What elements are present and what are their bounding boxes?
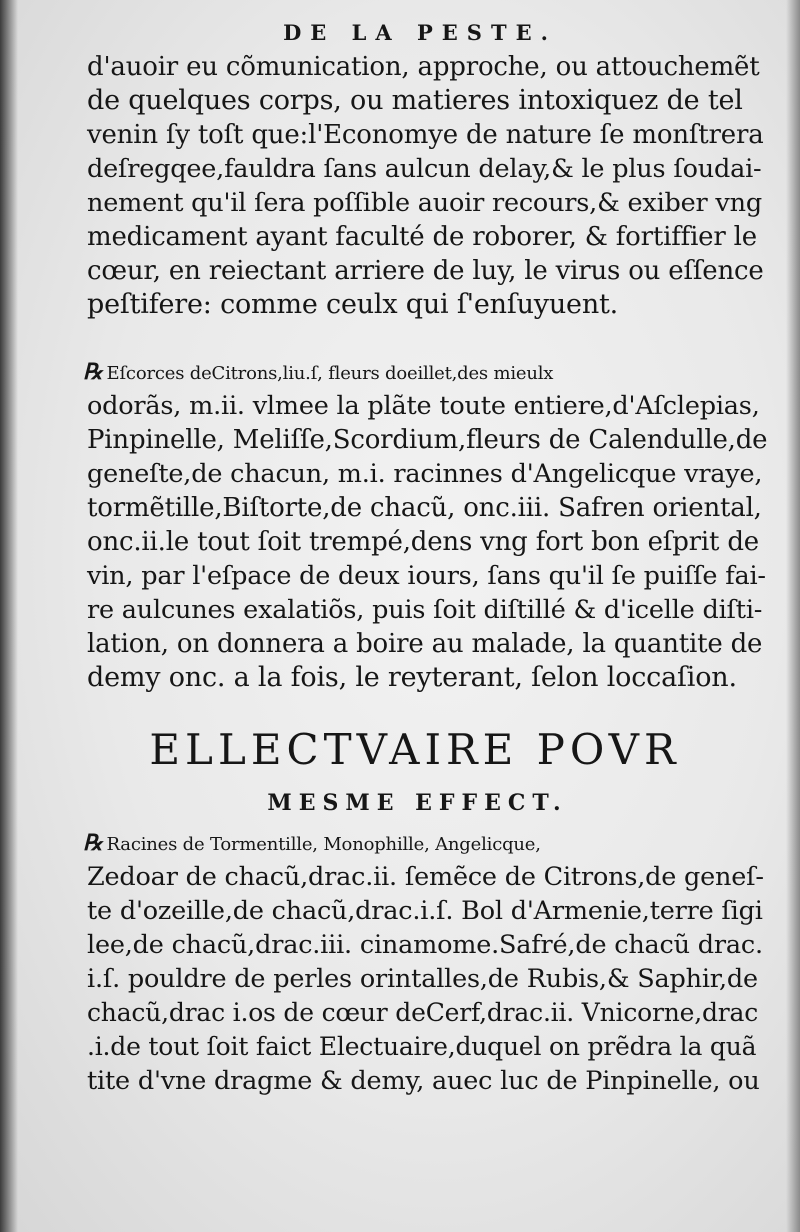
text-line	[83, 826, 767, 860]
text-line: vin, par l'eſpace de deux iours, ſans qu'il ſe puiſſe fai-	[87, 561, 766, 591]
text-line: peſtifere: comme ceulx qui ſ'enſuyuent.	[87, 289, 619, 320]
text-line: lee,de chacũ,drac.iii. cinamome.Safré,de chacũ drac.	[87, 930, 763, 960]
recipe-mark: ℞	[83, 830, 103, 856]
text-line: .i.de tout ſoit faict Electuaire,duquel on prẽdra la quã	[87, 1032, 757, 1061]
text-line: i.ſ. pouldre de perles orintalles,de Rubis,& Saphir,de	[87, 964, 758, 994]
text-line: chacũ,drac i.os de cœur deCerf,drac.ii. Vnicorne,drac	[87, 998, 759, 1027]
recipe-line-text: Racines de Tormentille, Monophille, Angelicque,	[106, 834, 541, 855]
text-line: de quelques corps, ou matieres intoxiquez de tel	[87, 85, 743, 116]
text-line: lation, on donnera a boire au malade, la quantite de	[87, 629, 763, 659]
text-line	[83, 355, 767, 389]
text-line: Pinpinelle, Meliſſe,Scordium,fleurs de Calendulle,de	[87, 425, 768, 455]
intro-paragraph	[87, 50, 767, 322]
text-line: cœur, en reiectant arriere de luy, le virus ou eſſence	[87, 256, 764, 286]
section-subtitle: MESME EFFECT.	[267, 790, 568, 816]
running-head: DE LA PESTE.	[283, 20, 557, 45]
text-line: d'auoir eu cõmunication, approche, ou attouchemẽt	[87, 52, 760, 82]
text-line: deſregqee,fauldra ſans aulcun delay,& le plus ſoudai-	[87, 154, 762, 184]
text-line: te d'ozeille,de chacũ,drac.i.ſ. Bol d'Armenie,terre ſigi	[87, 896, 763, 926]
text-line: tite d'vne dragme & demy, auec luc de Pinpinelle, ou	[87, 1066, 760, 1096]
recipe-line-text: Eſcorces deCitrons,liu.ſ, fleurs doeillet,des mieulx	[106, 363, 554, 384]
text-line: Zedoar de chacũ,drac.ii. ſemẽce de Citrons,de geneſ-	[87, 862, 764, 892]
recipe-mark: ℞	[83, 359, 103, 385]
recipe-one	[83, 355, 768, 695]
text-line: demy onc. a la fois, le reyterant, ſelon loccaſion.	[87, 662, 737, 693]
text-line: nement qu'il ſera poſſible auoir recours,& exiber vng	[87, 188, 762, 218]
text-line: tormẽtille,Biſtorte,de chacũ, onc.iii. Safren oriental,	[87, 493, 762, 523]
text-line: onc.ii.le tout ſoit trempé,dens vng fort bon eſprit de	[87, 527, 759, 557]
text-line: medicament ayant faculté de roborer, & fortiffier le	[87, 222, 757, 252]
text-line: re aulcunes exalatiõs, puis ſoit diſtillé & d'icelle diſti-	[87, 595, 763, 625]
recipe-two	[83, 826, 767, 1098]
text-line: odorãs, m.ii. vlmee la plãte toute entiere,d'Aſclepias,	[87, 391, 760, 421]
text-line: geneſte,de chacun, m.i. racinnes d'Angelicque vraye,	[87, 459, 763, 489]
text-line: venin ſy toſt que:l'Economye de nature ſe monſtrera	[87, 120, 764, 150]
section-title: ELLECTVAIRE POVR	[149, 725, 681, 774]
